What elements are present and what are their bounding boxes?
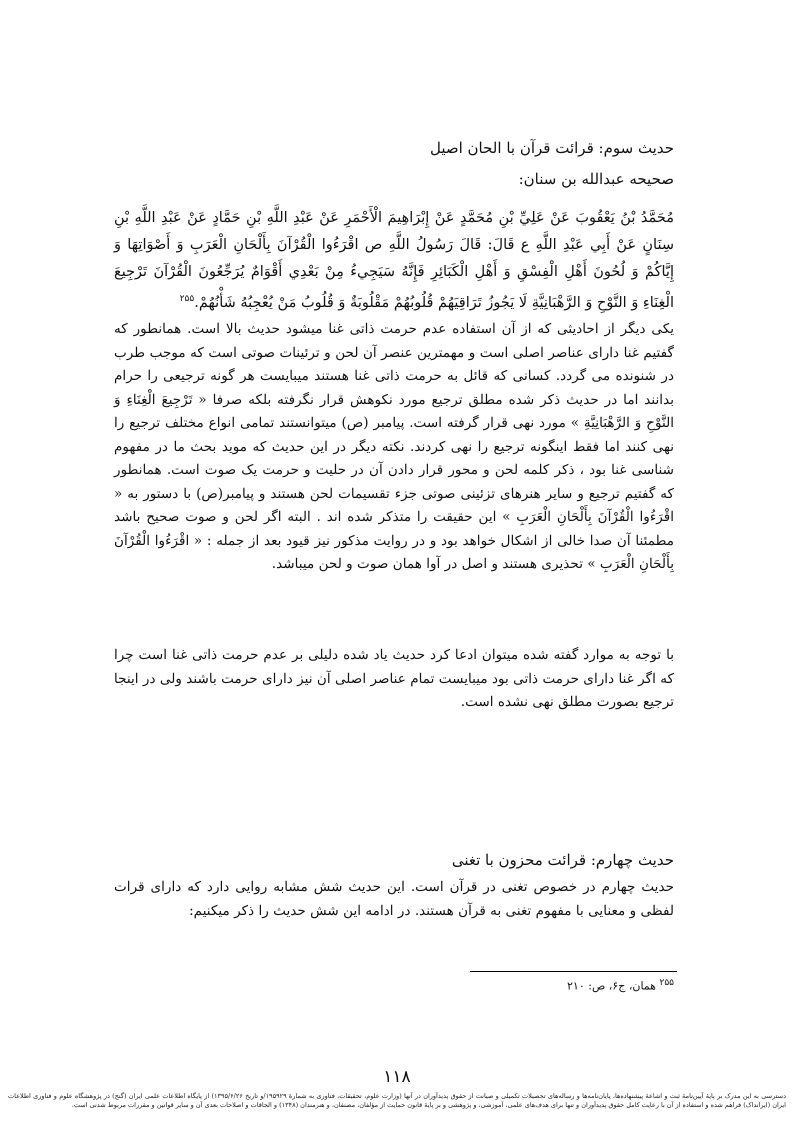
footnote xyxy=(374,978,674,993)
hadith-source-heading: صحیحه عبدالله بن سنان: xyxy=(518,170,674,188)
section-heading-third-hadith: حدیث سوم: قرائت قرآن با الحان اصیل xyxy=(429,139,674,157)
arabic-hadith-text xyxy=(114,205,674,317)
section-heading-fourth-hadith: حدیث چهارم: قرائت محزون با تغنی xyxy=(451,851,674,869)
copyright-footer: دسترسی به این مدرک بر پایهٔ آیین‌نامهٔ ثبت و اشاعهٔ پیشنهاده‌ها، پایان‌نامه‌ها و رساله‌های تحصیلات تکمیلی و صیانت از حقوق پدیدآوران در آنها (وزارت علوم، تحقیقات، فناوری به شمارهٔ ۱۹۵۹۲۹/و تاریخ ۱۳۹۵/۶/۲۶) از پایگاه اطلاعات علمی ایران (گنج) در پژوهشگاه علوم و فناوری اطلاعات ایران (ایرانداک) فراهم شده و استفاده از آن با رعایت کامل حقوق پدیدآوران و تنها برای هدف‌های علمی، آموزشی، و پژوهشی و بر پایهٔ قانون حمایت از مؤلفان، مصنفان، و هنرمندان (۱۳۴۸) و الحاقات و اصلاحات بعدی آن و سایر قوانین و مقررات مربوط شدنی است. xyxy=(8,1092,786,1109)
page-number: ۱۱۸ xyxy=(383,1067,411,1087)
footnote-text: همان، ج۶، ص: ۲۱۰ xyxy=(567,979,656,993)
arabic-hadith-body: مُحَمَّدُ بْنُ يَعْقُوبَ عَنْ عَلِيِّ بْنِ مُحَمَّدٍ عَنْ إِبْرَاهِيمَ الْأَحْمَرِ عَنْ عَبْدِ اللَّهِ بْنِ حَمَّادٍ عَنْ عَبْدِ اللَّهِ بْنِ سِنَانٍ عَنْ أَبِي عَبْدِ اللَّهِ ع قَالَ: قَالَ رَسُولُ اللَّهِ ص اقْرَءُوا الْقُرْآنَ بِأَلْحَانِ الْعَرَبِ وَ أَصْوَاتِهَا وَ إِيَّاكُمْ وَ لُحُونَ أَهْلِ الْفِسْقِ وَ أَهْلِ الْكَبَائِرِ فَإِنَّهُ سَيَجِيءُ مِنْ بَعْدِي أَقْوَامٌ يُرَجِّعُونَ الْقُرْآنَ تَرْجِيعَ الْغِنَاءِ وَ النَّوْحِ وَ الرَّهْبَانِيَّةِ لَا يَجُوزُ تَرَاقِيَهُمْ قُلُوبُهُمْ مَقْلُوبَةٌ وَ قُلُوبُ مَنْ يُعْجِبُهُ شَأْنُهُمْ. xyxy=(114,210,674,311)
footnote-reference-mark[interactable]: ۲۵۵ xyxy=(179,294,195,304)
paragraph-analysis: یکی دیگر از احادیثی که از آن استفاده عدم حرمت ذاتی غنا میشود حدیث بالا است. همانطور که گفتیم غنا دارای عناصر اصلی است و مهمترین عنصر آن لحن و ترئینات صوتی است که موجب طرب در شنونده می گردد. کسانی که قائل به حرمت ذاتی غنا هستند میبایست هر گونه ترجیعی را حرام بدانند اما در حدیث ذکر شده مطلق ترجیع مورد نکوهش قرار نگرفته بلکه صرفا « تَرْجِيعَ الْغِنَاءِ وَ النَّوْحِ وَ الرَّهْبَانِيَّةِ » مورد نهی قرار گرفته است. پیامبر (ص) میتوانستند تمامی انواع مختلف ترجیع را نهی کنند اما فقط اینگونه ترجیع را نهی کردند. نکته دیگر در این حدیث که موید بحث ما در مفهوم شناسی غنا بود ، ذکر کلمه لحن و محور قرار دادن آن در حلیت و حرمت یک صوت است. همانطور که گفتیم ترجیع و سایر هنرهای تزئینی صوتی جزء تقسیمات لحن هستند و پیامبر(ص) با دستور به « اقْرَءُوا الْقُرْآنَ بِأَلْحَانِ الْعَرَبِ » این حقیقت را متذکر شده اند . البته اگر لحن و صوت صحیح باشد مطمئنا آن صدا خالی از اشکال خواهد بود و در روایت مذکور نیز قیود بعد از جمله : « اقْرَءُوا الْقُرْآنَ بِأَلْحَانِ الْعَرَبِ » تحذیری هستند و اصل در آوا همان صوت و لحن میباشد. xyxy=(114,321,674,572)
paragraph-conclusion: با توجه به موارد گفته شده میتوان ادعا کرد حدیث یاد شده دلیلی بر عدم حرمت ذاتی غنا است چرا که اگر غنا دارای حرمت ذاتی بود میبایست تمام عناصر اصلی آن نیز دارای حرمت باشند ولی در اینجا ترجیع بصورت مطلق نهی نشده است. xyxy=(114,647,674,710)
footnote-separator xyxy=(470,971,677,972)
footnote-number: ۲۵۵ xyxy=(659,978,674,988)
paragraph-fourth-intro: حدیث چهارم در خصوص تغنی در قرآن است. این حدیث شش مشابه روایی دارد که دارای قرات لفظی و معنایی با مفهوم تغنی به قرآن هستند. در ادامه این شش حدیث را ذکر میکنیم: xyxy=(114,879,674,919)
